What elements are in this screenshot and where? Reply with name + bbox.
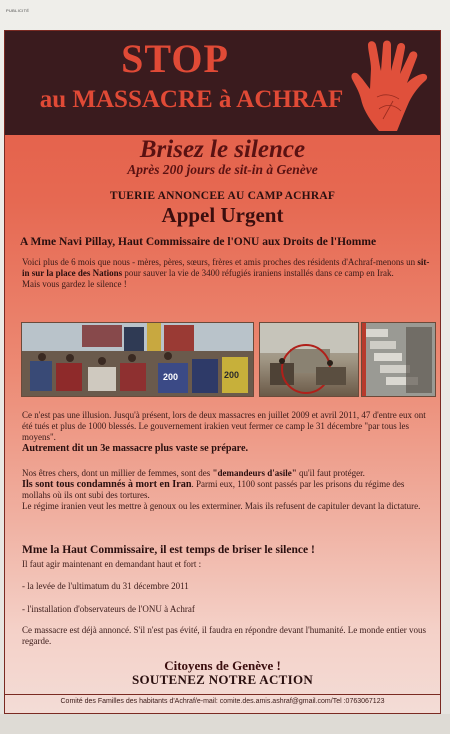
publicite-tag: PUBLICITÉ — [6, 8, 30, 13]
paragraph-2: Ce n'est pas une illusion. Jusqu'à présent, lors de deux massacres en juillet 2009 et avril 2011, 47 d'entre eux ont été tués et plus de 1000 blessés. Le gouvernement irakien veut fermer ce camp le 31 décembre "par tous les moyens". Autrement dit un 3e massacre plus vaste se prépare. — [22, 410, 426, 454]
paragraph-5: Ce massacre est déjà annoncé. S'il n'est pas évité, il faudra en répondre devant l'humanité. Le monde entier vous regarde. — [22, 625, 426, 646]
sit-in-scene — [22, 323, 253, 396]
briser-title: Brisez le silence — [139, 136, 306, 163]
sign-200-b: 200 — [224, 370, 240, 380]
footer-divider — [5, 694, 440, 695]
citoyens-line: Citoyens de Genève ! — [164, 658, 281, 673]
stop-title: STOP — [121, 36, 229, 81]
bullet-observateurs: - l'installation d'observateurs de l'ONU à Achraf — [22, 604, 195, 614]
paragraph-1: Voici plus de 6 mois que nous - mères, pères, sœurs, frères et amis proches des résidents d'Achraf-menons un sit-in sur la place des Nations pour sauver la vie de 3400 réfugiés iraniens installés dans ce camp en Irak. Mais vous gardez le silence ! — [22, 257, 430, 289]
red-hand-icon — [349, 39, 437, 133]
appel-urgent-title: Appel Urgent — [161, 203, 284, 227]
paragraph-3: Nos êtres chers, dont un millier de femmes, sont des "demandeurs d'asile" qu'il faut protéger. Ils sont tous condamnés à mort en Iran. Parmi eux, 1100 sont passés par les prisons du régime des mollahs où ils ont subi des tortures. Le régime iranien veut les mettre à genoux ou les exterminer. Mais ils refusent de capituler devant la dictature. — [22, 468, 421, 511]
banner-subtitle: au MASSACRE à ACHRAF — [39, 86, 344, 113]
tuerie-line: TUERIE ANNONCEE AU CAMP ACHRAF — [109, 190, 336, 202]
attack-photo — [259, 322, 359, 397]
bullet-ultimatum: - la levée de l'ultimatum du 31 décembre 2011 — [22, 581, 189, 591]
contact-footer: Comité des Familles des habitants d'Achraf/e-mail: comite.des.amis.ashraf@gmail.com/Tel :0763067123 — [60, 698, 385, 705]
paragraph-4: Il faut agir maintenant en demandant haut et fort : — [22, 559, 202, 569]
advertisement — [4, 30, 441, 714]
soutenez-line: SOUTENEZ NOTRE ACTION — [131, 672, 314, 687]
attack-scene — [260, 323, 358, 396]
address-line: A Mme Navi Pillay, Haut Commissaire de l'ONU aux Droits de l'Homme — [20, 236, 377, 248]
silence-header — [5, 136, 440, 177]
victims-scene — [362, 323, 435, 396]
sit-in-photo — [21, 322, 254, 397]
apres-subtitle: Après 200 jours de sit-in à Genève — [127, 162, 318, 177]
top-banner — [5, 31, 440, 135]
sign-200-a: 200 — [163, 372, 179, 382]
haut-commissaire-heading: Mme la Haut Commissaire, il est temps de briser le silence ! — [22, 544, 315, 556]
page-bottom-strip — [0, 714, 450, 734]
victims-photo — [361, 322, 436, 397]
